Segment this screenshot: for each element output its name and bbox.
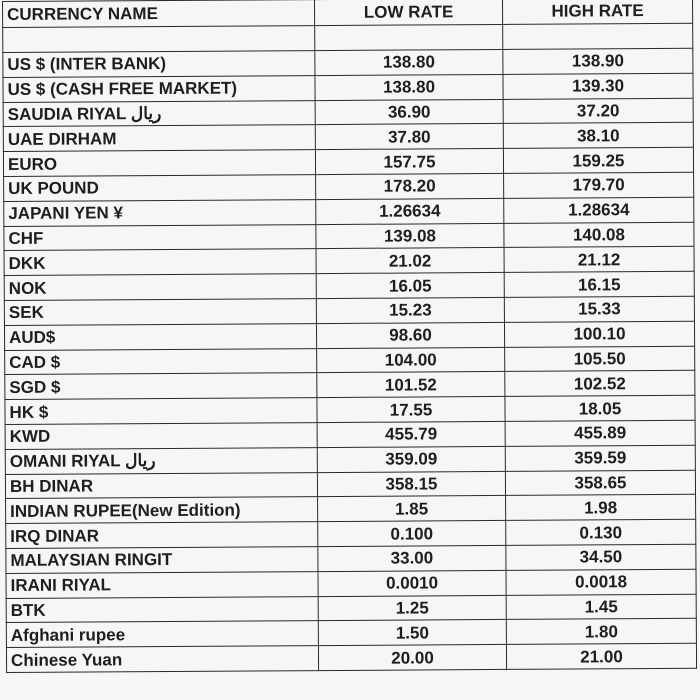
currency-name-cell: SAUDIA RIYAL ريال [3,100,315,127]
high-rate-cell: 1.28634 [504,197,694,223]
low-rate-cell: 16.05 [316,273,504,299]
currency-name-cell: EURO [3,150,315,177]
low-rate-cell: 359.09 [317,446,505,472]
low-rate-cell: 101.52 [317,372,505,398]
currency-name-cell: JAPANI YEN ¥ [4,199,316,226]
currency-name-cell: US $ (INTER BANK) [3,51,315,78]
currency-name-cell: KWD [5,423,317,450]
high-rate-cell: 21.00 [506,643,696,669]
high-rate-cell: 0.130 [506,519,696,545]
low-rate-cell: 157.75 [315,149,503,175]
high-rate-cell: 455.89 [505,420,695,446]
low-rate-cell: 138.80 [315,74,503,100]
currency-name-cell: OMANI RIYAL ريال [5,447,317,474]
currency-name-cell: MALAYSIAN RINGIT [6,547,318,574]
currency-name-cell: CHF [4,224,316,251]
high-rate-cell: 139.30 [503,73,693,99]
currency-name-cell: UAE DIRHAM [3,125,315,152]
high-rate-header: HIGH RATE [502,0,692,24]
currency-name-header: CURRENCY NAME [3,0,315,27]
currency-name-cell: CAD $ [5,348,317,375]
high-rate-cell: 18.05 [505,395,695,421]
low-rate-cell: 358.15 [317,471,505,497]
high-rate-cell: 138.90 [503,48,693,74]
currency-name-cell: NOK [4,274,316,301]
low-rate-cell: 21.02 [316,248,504,274]
low-rate-cell: 17.55 [317,397,505,423]
high-rate-cell: 1.45 [506,594,696,620]
low-rate-header: LOW RATE [314,0,502,26]
low-rate-cell: 138.80 [315,49,503,75]
low-rate-cell: 1.85 [318,496,506,522]
currency-rates-table [2,0,697,673]
high-rate-cell: 359.59 [505,445,695,471]
high-rate-cell: 102.52 [505,371,695,397]
currency-name-cell: DKK [4,249,316,276]
low-rate-cell: 455.79 [317,421,505,447]
high-rate-cell: 358.65 [505,470,695,496]
high-rate-cell: 1.98 [506,495,696,521]
low-rate-cell: 104.00 [317,347,505,373]
low-rate-cell: 36.90 [315,99,503,125]
low-rate-cell: 1.26634 [316,198,504,224]
currency-name-cell: US $ (CASH FREE MARKET) [3,75,315,102]
high-rate-cell: 100.10 [504,321,694,347]
high-rate-cell: 179.70 [504,172,694,198]
high-rate-cell: 21.12 [504,247,694,273]
currency-name-cell: SEK [4,299,316,326]
low-rate-cell: 33.00 [318,545,506,571]
low-rate-cell: 178.20 [316,173,504,199]
high-rate-cell: 0.0018 [506,569,696,595]
low-rate-cell: 0.100 [318,521,506,547]
low-rate-cell: 15.23 [316,297,504,323]
currency-name-cell: IRANI RIYAL [6,571,318,598]
currency-name-cell: AUD$ [4,323,316,350]
high-rate-cell: 159.25 [503,147,693,173]
blank-cell [503,23,693,49]
blank-cell [3,26,315,53]
currency-name-cell: HK $ [5,398,317,425]
blank-cell [315,24,503,50]
currency-name-cell: BH DINAR [5,472,317,499]
currency-name-cell: IRQ DINAR [6,522,318,549]
low-rate-cell: 139.08 [316,223,504,249]
high-rate-cell: 34.50 [506,544,696,570]
low-rate-cell: 1.25 [318,595,506,621]
high-rate-cell: 38.10 [503,123,693,149]
high-rate-cell: 16.15 [504,271,694,297]
high-rate-cell: 140.08 [504,222,694,248]
table-row [6,643,696,672]
currency-name-cell: BTK [6,596,318,623]
high-rate-cell: 105.50 [505,346,695,372]
low-rate-cell: 0.0010 [318,570,506,596]
currency-name-cell: Afghani rupee [6,621,318,648]
low-rate-cell: 98.60 [316,322,504,348]
low-rate-cell: 37.80 [315,124,503,150]
high-rate-cell: 1.80 [506,619,696,645]
high-rate-cell: 15.33 [504,296,694,322]
currency-name-cell: SGD $ [5,373,317,400]
low-rate-cell: 20.00 [318,645,506,671]
currency-name-cell: Chinese Yuan [6,646,318,673]
currency-name-cell: INDIAN RUPEE(New Edition) [6,497,318,524]
high-rate-cell: 37.20 [503,98,693,124]
currency-name-cell: UK POUND [4,175,316,202]
low-rate-cell: 1.50 [318,620,506,646]
